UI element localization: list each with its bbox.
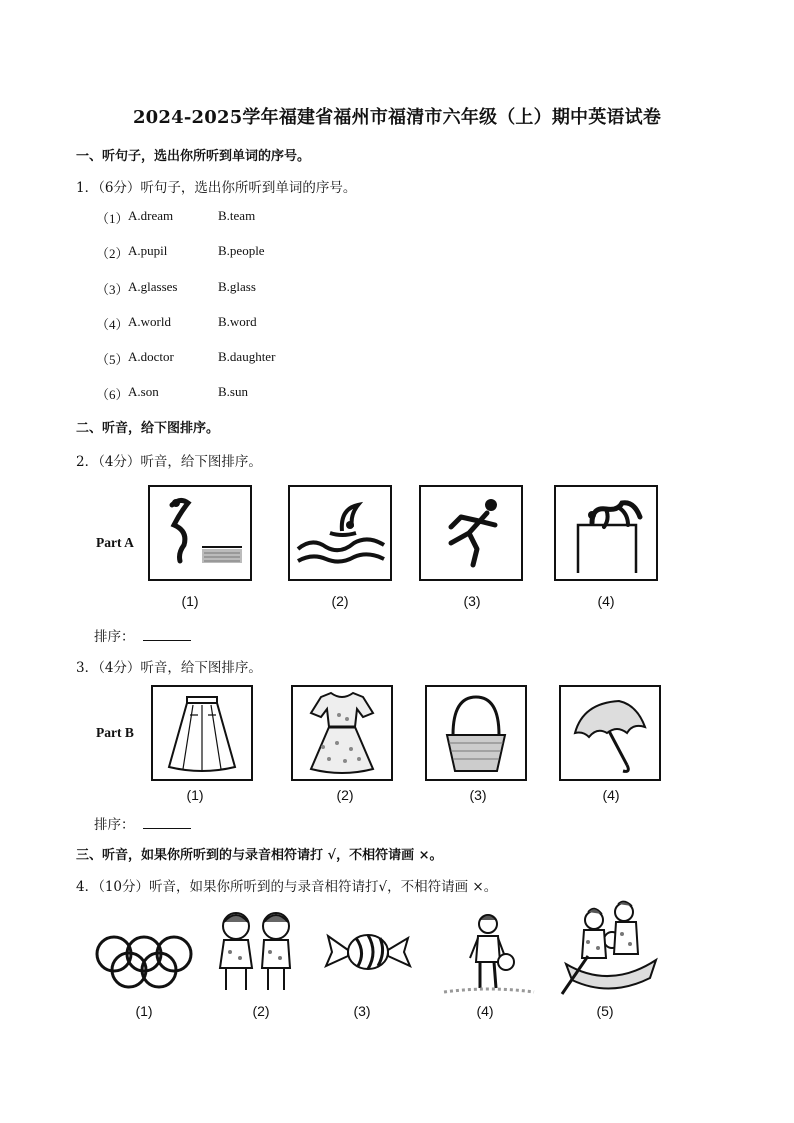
order-answer-a [94, 625, 191, 645]
option-a: A.glasses [128, 279, 178, 294]
order-label: 排序： [94, 629, 135, 645]
answer-blank-a[interactable] [143, 628, 191, 641]
option-b: B.team [218, 208, 256, 223]
section-3-heading: 三、听音，如果你所听到的与录音相符请打 √，不相符请画 ×。 [76, 848, 443, 863]
basket-icon [425, 685, 527, 781]
option-number: （1） [96, 211, 129, 226]
option-b: B.sun [218, 384, 248, 399]
option-number: （5） [96, 352, 129, 367]
option-number: （6） [96, 387, 129, 402]
question-4: 4．（10分）听音，如果你所听到的与录音相符请打√，不相符请画 ×。 [76, 879, 498, 895]
picture-number: (3) [463, 593, 481, 609]
picture-number: (4) [476, 1003, 494, 1019]
question-1: 1．（6分）听句子，选出你所听到单词的序号。 [76, 180, 357, 196]
question-2: 2．（4分）听音，给下图排序。 [76, 454, 262, 470]
option-a: A.son [128, 384, 159, 399]
picture-number: (3) [353, 1003, 371, 1019]
picture-number: (2) [252, 1003, 270, 1019]
order-label: 排序： [94, 817, 135, 833]
picture-number: (1) [135, 1003, 153, 1019]
option-b: B.daughter [218, 349, 276, 364]
olympic-rings-icon [94, 926, 194, 996]
option-b: B.people [218, 243, 265, 258]
order-answer-b [94, 813, 191, 833]
part-a-label: Part A [96, 535, 134, 550]
picture-number: (1) [181, 593, 199, 609]
candy-icon [322, 920, 414, 984]
option-a: A.pupil [128, 243, 168, 258]
option-number: （4） [96, 317, 129, 332]
picture-number: (3) [469, 787, 487, 803]
two-children-icon [208, 906, 304, 998]
section-2-heading: 二、听音，给下图排序。 [76, 421, 220, 436]
option-number: （2） [96, 246, 129, 261]
option-a: A.doctor [128, 349, 174, 364]
skirt-icon [151, 685, 253, 781]
picture-number: (2) [331, 593, 349, 609]
option-number: （3） [96, 282, 129, 297]
picture-number: (2) [336, 787, 354, 803]
picture-number: (1) [186, 787, 204, 803]
page-title: 2024-2025学年福建省福州市福清市六年级（上）期中英语试卷 [132, 107, 662, 128]
family-boat-icon [558, 898, 662, 1000]
part-b-label: Part B [96, 725, 134, 740]
option-b: B.word [218, 314, 257, 329]
picture-number: (4) [597, 593, 615, 609]
high-jump-icon [554, 485, 658, 581]
question-3: 3．（4分）听音，给下图排序。 [76, 660, 262, 676]
option-b: B.glass [218, 279, 256, 294]
section-1-heading: 一、听句子，选出你所听到单词的序号。 [76, 149, 311, 164]
gymnastics-icon [148, 485, 252, 581]
option-a: A.world [128, 314, 171, 329]
picture-number: (4) [602, 787, 620, 803]
boy-with-ball-icon [440, 908, 538, 1000]
swimming-icon [288, 485, 392, 581]
option-a: A.dream [128, 208, 174, 223]
running-icon [419, 485, 523, 581]
picture-number: (5) [596, 1003, 614, 1019]
umbrella-icon [559, 685, 661, 781]
answer-blank-b[interactable] [143, 816, 191, 829]
dress-icon [291, 685, 393, 781]
